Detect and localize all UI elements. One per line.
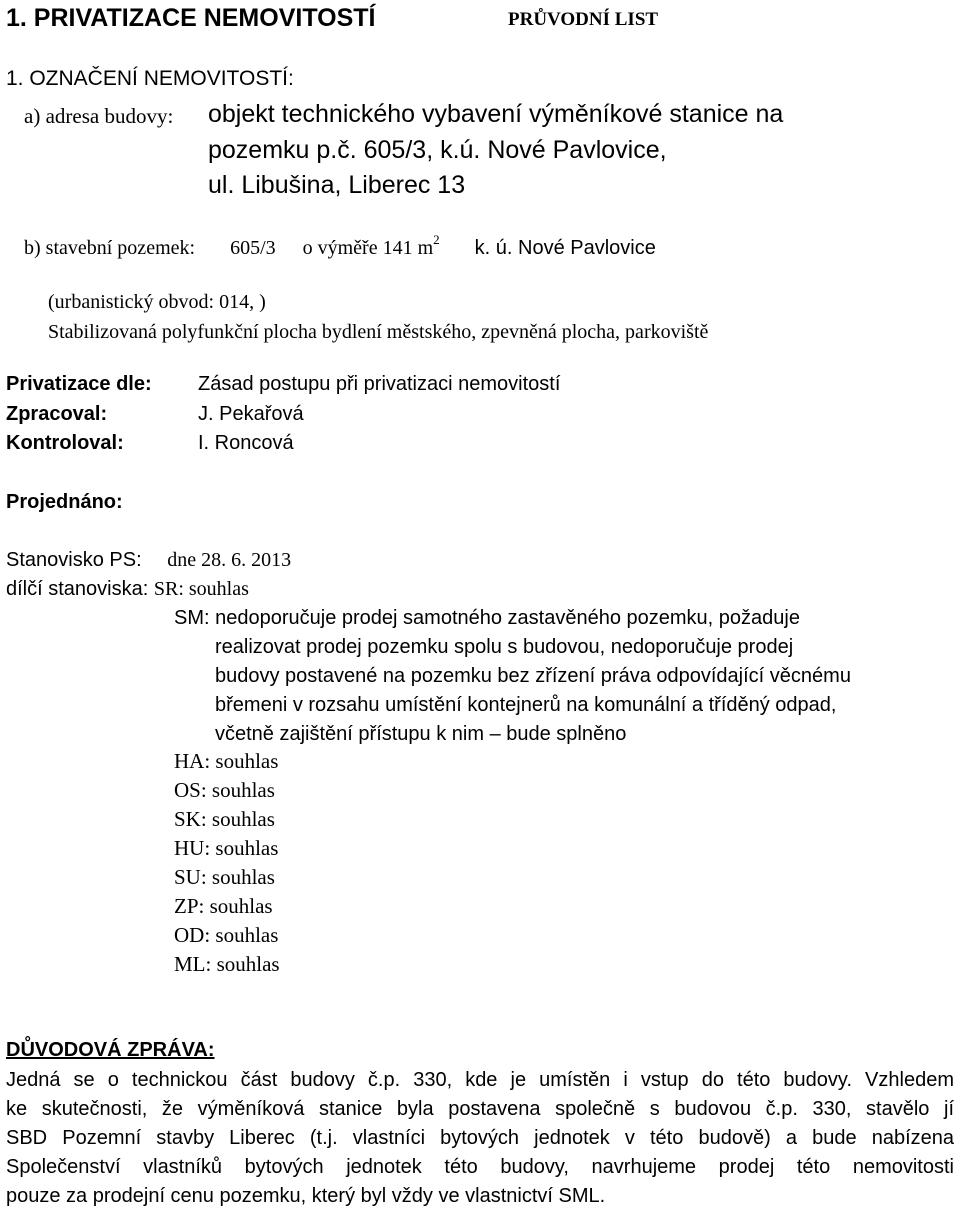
opinion-sm-line: realizovat prodej pozemku spolu s budovou, nedoporučuje prodej xyxy=(215,636,794,658)
urban-district: (urbanistický obvod: 014, ) xyxy=(48,291,266,313)
partial-opinions-row xyxy=(6,578,249,601)
opinion-department: SU: souhlas xyxy=(174,865,275,889)
section-title-property: 1. OZNAČENÍ NEMOVITOSTÍ: xyxy=(6,67,294,90)
address-line: ul. Libušina, Liberec 13 xyxy=(208,171,466,199)
address-line: objekt technického vybavení výměníkové stanice na xyxy=(208,100,784,128)
document-title: 1. PRIVATIZACE NEMOVITOSTÍ xyxy=(6,4,376,32)
report-line: ke skutečnosti, že výměníková stanice byla postavena společně s budovou č.p. 330, stavělo jí xyxy=(6,1098,954,1120)
opinion-department: ML: souhlas xyxy=(174,952,280,976)
report-line: pouze za prodejní cenu pozemku, který byl vždy ve vlastnictví SML. xyxy=(6,1185,606,1207)
plot-number: 605/3 xyxy=(230,237,276,259)
address-line: pozemku p.č. 605/3, k.ú. Nové Pavlovice, xyxy=(208,136,667,164)
opinion-department: HA: souhlas xyxy=(174,749,279,773)
document-subtitle: PRŮVODNÍ LIST xyxy=(508,9,659,30)
plot-cadastre: k. ú. Nové Pavlovice xyxy=(474,237,656,259)
opinion-sm-line: budovy postavené na pozemku bez zřízení práva odpovídající věcnému xyxy=(215,665,851,687)
plot-area: o výměře 141 m2 xyxy=(302,232,440,259)
opinion-department: OD: souhlas xyxy=(174,923,279,947)
address-label: a) adresa budovy: xyxy=(24,104,174,128)
report-title: DŮVODOVÁ ZPRÁVA: xyxy=(6,1039,215,1061)
opinion-sm-line: SM: nedoporučuje prodej samotného zastavěného pozemku, požaduje xyxy=(174,607,800,629)
ps-opinion-row xyxy=(6,549,291,572)
discussed-label: Projednáno: xyxy=(6,491,123,513)
checked-by-value: I. Roncová xyxy=(198,432,294,454)
opinion-department: HU: souhlas xyxy=(174,836,279,860)
opinion-department: ZP: souhlas xyxy=(174,894,273,918)
privatization-label: Privatizace dle: xyxy=(6,373,152,395)
opinion-department: OS: souhlas xyxy=(174,778,275,802)
ps-opinion-label: Stanovisko PS: xyxy=(6,549,142,571)
ps-opinion-value: dne 28. 6. 2013 xyxy=(167,549,292,571)
processed-by-label: Zpracoval: xyxy=(6,403,108,425)
opinion-sr: SR: souhlas xyxy=(153,578,249,600)
processed-by-value: J. Pekařová xyxy=(198,403,304,425)
plot-label: b) stavební pozemek: xyxy=(24,237,196,259)
opinion-sm-line: břemeni v rozsahu umístění kontejnerů na komunální a tříděný odpad, xyxy=(215,694,837,716)
report-line: SBD Pozemní stavby Liberec (t.j. vlastníci bytových jednotek v této budově) a bude nabízena xyxy=(6,1127,954,1149)
report-line: Společenství vlastníků bytových jednotek této budovy, navrhujeme prodej této nemovitosti xyxy=(6,1156,954,1178)
privatization-value: Zásad postupu při privatizaci nemovitostí xyxy=(198,373,561,395)
building-plot-row xyxy=(24,232,656,260)
zoning-description: Stabilizovaná polyfunkční plocha bydlení městského, zpevněná plocha, parkoviště xyxy=(48,321,709,343)
checked-by-label: Kontroloval: xyxy=(6,432,124,454)
report-line: Jedná se o technickou část budovy č.p. 330, kde je umístěn i vstup do této budovy. Vzhledem xyxy=(6,1069,954,1091)
opinion-department: SK: souhlas xyxy=(174,807,275,831)
partial-opinions-label: dílčí stanoviska: xyxy=(6,578,149,600)
opinion-sm-line: včetně zajištění přístupu k nim – bude splněno xyxy=(215,723,627,745)
